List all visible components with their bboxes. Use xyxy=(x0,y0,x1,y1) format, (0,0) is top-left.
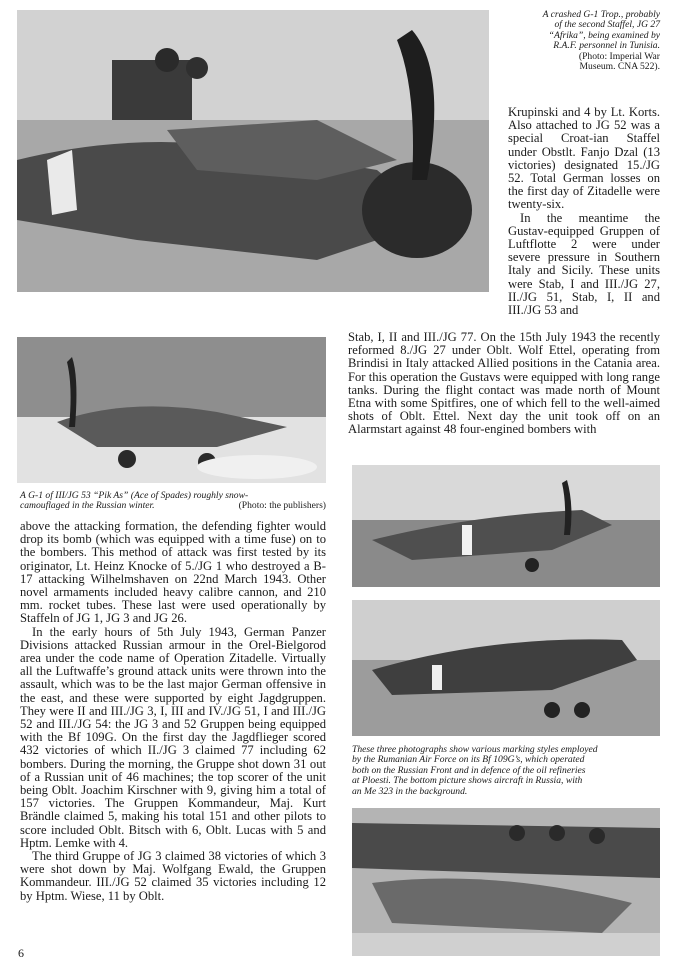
caption-crashed-g1 xyxy=(496,10,660,72)
caption-line: at Ploesti. The bottom picture shows aircraft in Russia, with xyxy=(352,775,583,787)
left-column-text xyxy=(20,520,326,903)
caption-line: “Afrika”, being examined by xyxy=(548,29,660,41)
aircraft-photo-icon xyxy=(17,337,326,483)
caption-line: R.A.F. personnel in Tunisia. xyxy=(553,40,660,52)
photo-romanian-1 xyxy=(352,465,660,587)
right-wide-text xyxy=(348,331,660,437)
photo-pik-as xyxy=(17,337,326,483)
aircraft-photo-icon xyxy=(352,465,660,587)
photo-credit: (Photo: the publishers) xyxy=(238,500,326,512)
caption-line: of the second Staffel, JG 27 xyxy=(554,19,660,31)
caption-line: (Photo: Imperial War xyxy=(578,50,660,62)
caption-romanian xyxy=(352,745,660,797)
photo-crashed-g1 xyxy=(17,10,489,292)
aircraft-photo-icon xyxy=(17,10,489,292)
paragraph: Krupinski and 4 by Lt. Korts. Also attached to JG 52 was a special Croat-ian Staffel under Obstlt. Fanjo Dzal (13 victories) designated 15./JG 52. Total German losses on the first day of Zitadelle were twenty-six. xyxy=(508,105,660,212)
aircraft-photo-icon xyxy=(352,600,660,736)
caption-line: an Me 323 in the background. xyxy=(352,785,468,797)
aircraft-photo-icon xyxy=(352,808,660,956)
photo-romanian-2 xyxy=(352,600,660,736)
caption-line: Museum. CNA 522). xyxy=(579,61,660,73)
paragraph: The third Gruppe of JG 3 claimed 38 victories of which 3 were shot down by Maj. Wolfgang Ewald, the Gruppen Kommandeur. III./JG 52 claimed 35 victories including 12 by Hptm. Wiese, 11 by Oblt. xyxy=(20,849,326,903)
paragraph: In the meantime the Gustav-equipped Gruppen of Luftflotte 2 were under severe pressure in Southern Italy and Sicily. These units were Stab, I and III./JG 27, II./JG 51, Stab, I, II and III./JG 53 and xyxy=(508,210,660,318)
caption-pik-as xyxy=(20,491,326,512)
paragraph: Stab, I, II and III./JG 77. On the 15th July 1943 the recently reformed 8./JG 27 under Oblt. Wolf Ettel, operating from Brindisi in Italy attacked Allied positions in the Catania area. For this operation the Gustavs were equipped with long range tanks. During the flight contact was made north of Mount Etna with some Spitfires, one of which fell to the well-aimed shots of Oblt. Ettel. Next day the unit took off on an Alarmstart against 48 four-engined bombers with xyxy=(348,330,660,437)
caption-line: These three photographs show various marking styles employed xyxy=(352,744,598,755)
paragraph: above the attacking formation, the defending fighter would drop its bomb (which was equipped with a time fuse) on to the bombers. This method of attack was first tested by its originator, Lt. Heinz Knocke of 5./JG 1 who destroyed a B-17 attacking Wilhelmshaven on 22nd March 1943. Other novel armaments included heavy calibre cannon, and 210 mm. rocket tubes. These last were used operationally by Staffeln of JG 1, JG 3 and JG 26. xyxy=(20,519,326,626)
photo-romanian-3 xyxy=(352,808,660,956)
caption-line: both on the Russian Front and in defence of the oil refineries xyxy=(352,764,586,776)
page-number: 6 xyxy=(18,946,24,960)
caption-line: A G-1 of III/JG 53 “Pik As” (Ace of Spades) roughly snow- xyxy=(20,490,249,501)
caption-line: camouflaged in the Russian winter. xyxy=(20,500,155,512)
paragraph: In the early hours of 5th July 1943, German Panzer Divisions attacked Russian armour in the Orel-Bielgorod area under the code name of Operation Zitadelle. Virtually all the Luftwaffe’s ground attack units were thrown into the assault, which was to be the last major German offensive in the east, and these were supported by eight Jagdgruppen. They were II and III./JG 3, I, III and IV./JG 51, I and III./JG 52 and III./JG 54: the JG 3 and 52 Gruppen being equipped with the Bf 109G. On the first day the Jagdflieger scored 432 victories of which II./JG 3 claimed 77 including 62 bombers. During the morning, the Gruppe shot down 31 out of a Russian unit of 46 machines; the top scorer of the unit being Oblt. Joachim Kirschner with 9, giving him a total of 157 victories. The Gruppen Kommandeur, Maj. Kurt Brändle claimed 5, making his total 151 and other pilots to score included Oblt. Bitsch with 6, Oblt. Lucas with 5 and Hptm. Lemke with 4. xyxy=(20,624,326,850)
right-column-top-text xyxy=(508,106,660,317)
caption-line: A crashed G-1 Trop., probably xyxy=(542,9,660,20)
caption-line: by the Rumanian Air Force on its Bf 109G’s, which operated xyxy=(352,754,585,766)
